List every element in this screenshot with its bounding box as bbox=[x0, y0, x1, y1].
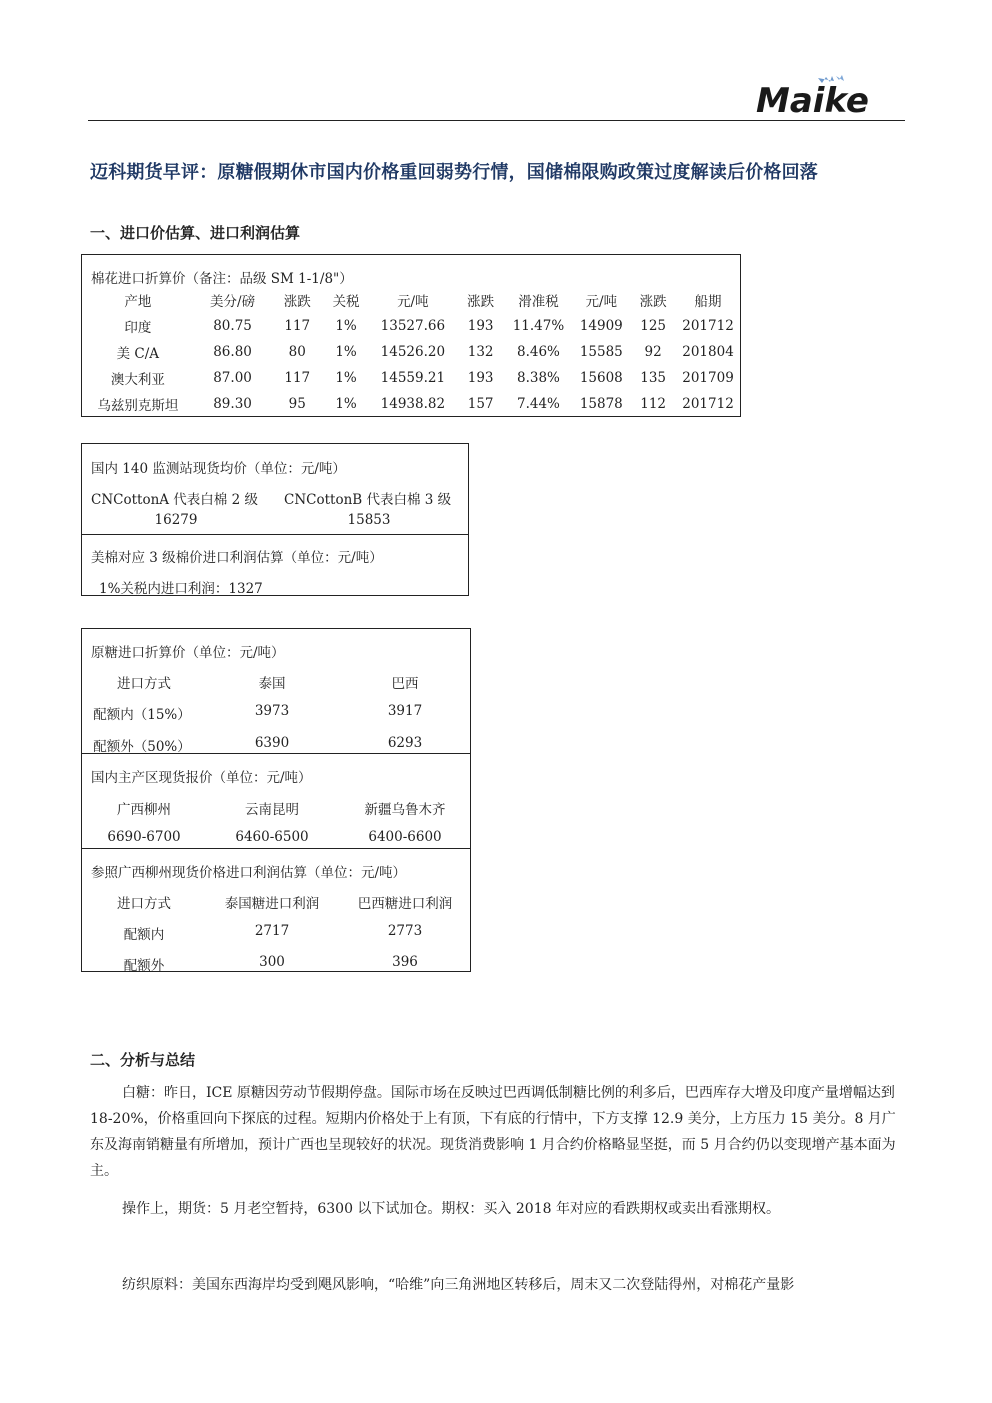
cotton-profit-caption: 美棉对应 3 级棉价进口利润估算（单位：元/吨） bbox=[91, 550, 383, 566]
cotton-cell: 美 C/A bbox=[116, 346, 160, 362]
sugar-profit-header: 巴西糖进口利润 bbox=[357, 896, 453, 912]
divider bbox=[82, 848, 470, 849]
maike-logo bbox=[756, 74, 890, 118]
cncottona-label: CNCottonA 代表白棉 2 级 bbox=[91, 492, 258, 508]
cotton-cell: 7.44% bbox=[517, 396, 560, 412]
cotton-cell: 13527.66 bbox=[380, 318, 446, 334]
cotton-header-cell: 滑准税 bbox=[518, 294, 559, 310]
cotton-cell: 89.30 bbox=[213, 396, 252, 412]
sugar-profit-header: 进口方式 bbox=[117, 896, 171, 912]
cotton-import-caption: 棉花进口折算价（备注：品级 SM 1-1/8"） bbox=[91, 271, 353, 287]
sugar-import-caption: 原糖进口折算价（单位：元/吨） bbox=[91, 645, 285, 661]
cncottona-value: 16279 bbox=[154, 512, 198, 528]
cotton-cell: 15878 bbox=[579, 396, 623, 412]
cotton-cell: 14559.21 bbox=[380, 370, 446, 386]
cotton-import-box bbox=[81, 254, 741, 417]
cotton-cell: 201712 bbox=[682, 318, 734, 334]
cotton-cell: 135 bbox=[640, 370, 667, 386]
divider bbox=[82, 534, 468, 535]
cotton-domestic-caption: 国内 140 监测站现货均价（单位：元/吨） bbox=[91, 461, 346, 477]
sugar-spot-value: 6690-6700 bbox=[107, 829, 181, 845]
cncottonb-label: CNCottonB 代表白棉 3 级 bbox=[284, 492, 452, 508]
sugar-box bbox=[81, 628, 471, 972]
cotton-row bbox=[82, 391, 740, 417]
cotton-header-cell: 产地 bbox=[124, 294, 152, 310]
cncottonb-value: 15853 bbox=[347, 512, 391, 528]
cotton-cell: 157 bbox=[467, 396, 494, 412]
paragraph-textile: 纺织原料：美国东西海岸均受到飓风影响，“哈维”向三角洲地区转移后，周末又二次登陆得州，对棉花产量影 bbox=[122, 1277, 795, 1293]
cotton-cell: 8.38% bbox=[517, 370, 560, 386]
cotton-cell: 201804 bbox=[682, 344, 734, 360]
cotton-header-cell: 关税 bbox=[332, 294, 360, 310]
cotton-cell: 87.00 bbox=[213, 370, 252, 386]
sugar-profit-cell: 配额外 bbox=[123, 958, 165, 974]
cotton-cell: 193 bbox=[467, 370, 494, 386]
cotton-cell: 80.75 bbox=[213, 318, 252, 334]
cotton-row bbox=[82, 313, 740, 339]
paragraph-operation: 操作上，期货：5 月老空暂持，6300 以下试加仓。期权：买入 2018 年对应的看跌期权或卖出看涨期权。 bbox=[122, 1201, 780, 1217]
cotton-header-cell: 涨跌 bbox=[283, 294, 311, 310]
cotton-cell: 201712 bbox=[682, 396, 734, 412]
sugar-spot-header: 广西柳州 bbox=[117, 802, 171, 818]
sugar-profit-cell: 300 bbox=[259, 954, 285, 970]
cotton-cell: 92 bbox=[644, 344, 662, 360]
cotton-cell: 193 bbox=[467, 318, 494, 334]
cotton-cell: 117 bbox=[284, 370, 311, 386]
paragraph-sugar: 白糖：昨日，ICE 原糖因劳动节假期停盘。国际市场在反映过巴西调低制糖比例的利多后，巴西库存大增及印度产量增幅达到 18-20%，价格重回向下探底的过程。短期内价格处于上有顶，下有底的行情中，下方支撑 12.9 美分，上方压力 15 美分。8 月广东及海南销糖量有所增加，预计广西也呈现较好的状况。现货消费影响 1 月合约价格略显坚挺，而 5 月合约仍以变现增产基本面为主。 bbox=[90, 1085, 896, 1179]
cotton-cell: 95 bbox=[288, 396, 306, 412]
sugar-spot-header: 新疆乌鲁木齐 bbox=[364, 802, 446, 818]
sugar-profit-caption: 参照广西柳州现货价格进口利润估算（单位：元/吨） bbox=[91, 865, 407, 881]
logo-text: Maike bbox=[756, 81, 869, 118]
sugar-spot-caption: 国内主产区现货报价（单位：元/吨） bbox=[91, 770, 312, 786]
cotton-cell: 澳大利亚 bbox=[110, 372, 165, 388]
cotton-cell: 乌兹别克斯坦 bbox=[97, 398, 179, 414]
sugar-spot-header: 云南昆明 bbox=[245, 802, 299, 818]
cotton-cell: 1% bbox=[335, 344, 357, 360]
cotton-row bbox=[82, 365, 740, 391]
cotton-cell: 8.46% bbox=[517, 344, 560, 360]
sugar-profit-header: 泰国糖进口利润 bbox=[224, 896, 320, 912]
cotton-header-cell: 船期 bbox=[694, 294, 722, 310]
cotton-row bbox=[82, 339, 740, 365]
cotton-header-cell: 元/吨 bbox=[397, 294, 429, 310]
cotton-cell: 86.80 bbox=[213, 344, 252, 360]
cotton-cell: 14526.20 bbox=[380, 344, 446, 360]
cotton-cell: 117 bbox=[284, 318, 311, 334]
sugar-import-cell: 6293 bbox=[387, 735, 423, 751]
sugar-import-cell: 6390 bbox=[254, 735, 290, 751]
cotton-header-cell: 涨跌 bbox=[639, 294, 667, 310]
cotton-domestic-box bbox=[81, 443, 469, 596]
sugar-import-header: 巴西 bbox=[391, 676, 419, 692]
cotton-cell: 印度 bbox=[124, 320, 152, 336]
cotton-cell: 14938.82 bbox=[380, 396, 446, 412]
cotton-cell: 15608 bbox=[579, 370, 623, 386]
sugar-spot-value: 6460-6500 bbox=[235, 829, 309, 845]
section1-heading: 一、进口价估算、进口利润估算 bbox=[90, 224, 301, 242]
document-title: 迈科期货早评：原糖假期休市国内价格重回弱势行情，国储棉限购政策过度解读后价格回落 bbox=[90, 162, 818, 183]
sugar-import-cell: 配额内（15%） bbox=[93, 707, 191, 723]
cotton-header-cell: 涨跌 bbox=[467, 294, 495, 310]
sugar-import-header: 进口方式 bbox=[117, 676, 171, 692]
cotton-import-table bbox=[82, 287, 740, 417]
sugar-profit-cell: 396 bbox=[392, 954, 418, 970]
cotton-cell: 11.47% bbox=[512, 318, 565, 334]
cotton-cell: 112 bbox=[640, 396, 667, 412]
cotton-cell: 1% bbox=[335, 318, 357, 334]
cotton-cell: 14909 bbox=[579, 318, 623, 334]
sugar-profit-cell: 配额内 bbox=[123, 927, 165, 943]
cotton-cell: 1% bbox=[335, 370, 357, 386]
header-rule bbox=[88, 120, 905, 121]
divider bbox=[82, 753, 470, 754]
cotton-header-cell: 美分/磅 bbox=[210, 294, 256, 310]
cotton-cell: 201709 bbox=[682, 370, 734, 386]
sugar-import-header: 泰国 bbox=[258, 676, 286, 692]
sugar-import-cell: 3917 bbox=[387, 703, 423, 719]
cotton-cell: 132 bbox=[467, 344, 494, 360]
cotton-header-cell: 元/吨 bbox=[585, 294, 618, 310]
cotton-cell: 15585 bbox=[579, 344, 623, 360]
cotton-cell: 80 bbox=[288, 344, 306, 360]
sugar-profit-cell: 2773 bbox=[387, 923, 423, 939]
cotton-cell: 125 bbox=[640, 318, 667, 334]
sugar-import-cell: 3973 bbox=[254, 703, 290, 719]
cotton-profit-text: 1%关税内进口利润：1327 bbox=[99, 581, 263, 597]
section2-heading: 二、分析与总结 bbox=[90, 1051, 196, 1069]
sugar-profit-cell: 2717 bbox=[254, 923, 290, 939]
sugar-spot-value: 6400-6600 bbox=[368, 829, 442, 845]
cotton-header-row bbox=[82, 287, 740, 313]
cotton-cell: 1% bbox=[335, 396, 357, 412]
sugar-import-cell: 配额外（50%） bbox=[93, 739, 191, 755]
